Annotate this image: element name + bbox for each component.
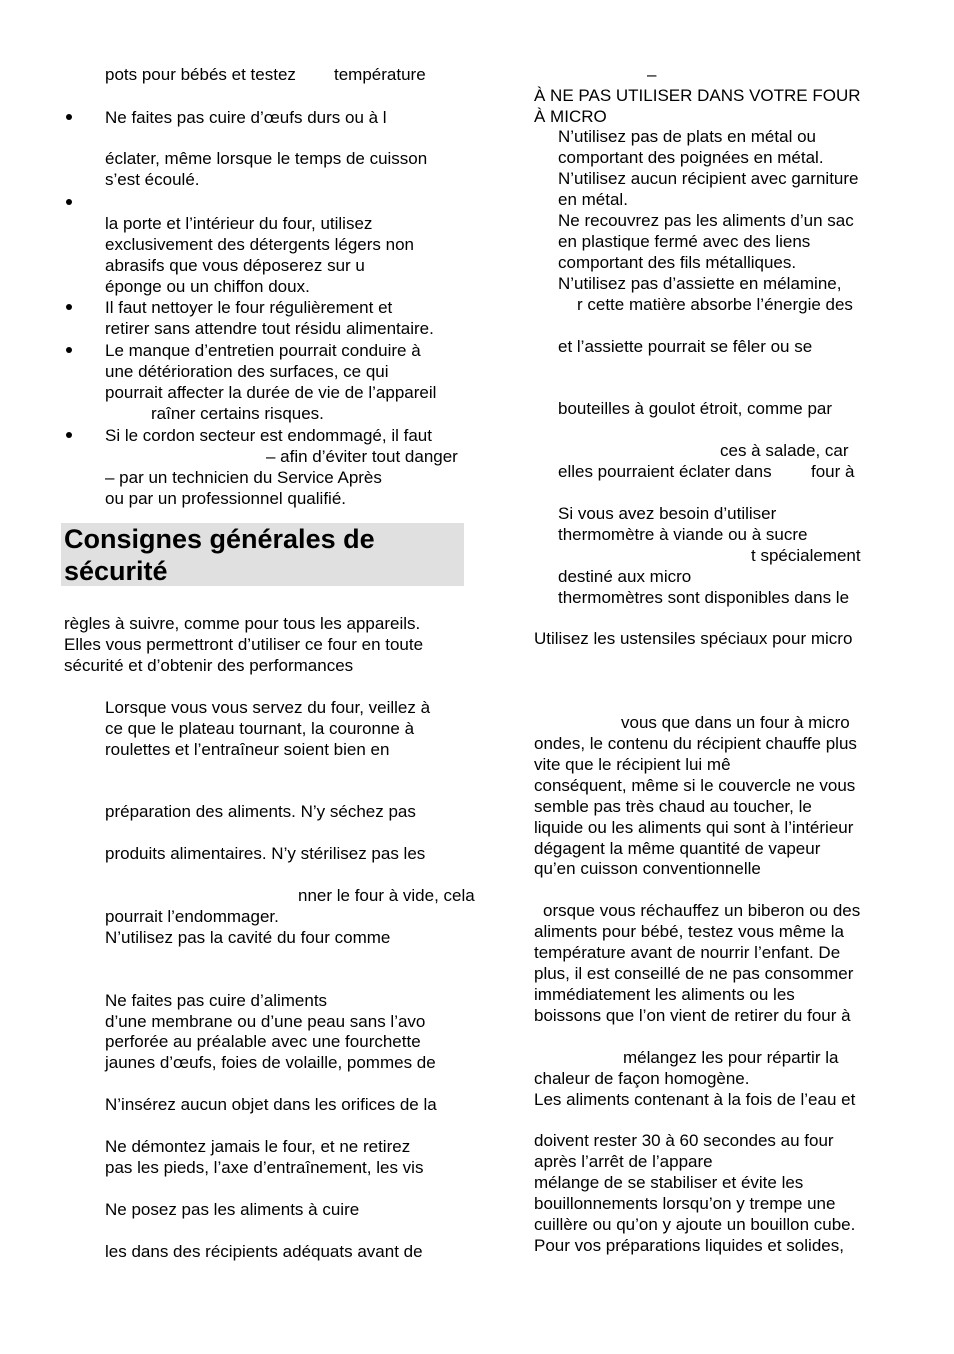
item-text: N’utilisez pas d’assiette en mélamine, <box>558 274 842 293</box>
paragraph-text: cuillère ou qu’on y ajoute un bouillon cube. <box>534 1215 856 1234</box>
paragraph-text: après l’arrêt de l’appare <box>534 1152 713 1171</box>
bullet-text: s’est écoulé. <box>105 170 200 189</box>
item-text: les dans des récipients adéquats avant de <box>105 1242 423 1261</box>
bullet-text: Ne faites pas cuire d’œufs durs ou à l <box>105 108 387 127</box>
paragraph-text: règles à suivre, comme pour tous les appareils. <box>64 614 421 633</box>
item-text: Si vous avez besoin d’utiliser <box>558 504 777 523</box>
paragraph-text: chaleur de façon homogène. <box>534 1069 750 1088</box>
item-text: elles pourraient éclater dans <box>558 462 772 481</box>
paragraph-text: semble pas très chaud au toucher, le <box>534 797 812 816</box>
item-text: ce que le plateau tournant, la couronne à <box>105 719 415 738</box>
paragraph-text: plus, il est conseillé de ne pas consommer <box>534 964 854 983</box>
section-heading: sécurité <box>64 556 168 586</box>
item-text: d’une membrane ou d’une peau sans l’avo <box>105 1012 426 1031</box>
item-text: N’utilisez pas la cavité du four comme <box>105 928 391 947</box>
bullet-text: pourrait affecter la durée de vie de l’appareil <box>105 383 437 402</box>
paragraph-text: mélange de se stabiliser et évite les <box>534 1173 804 1192</box>
item-text: N’insérez aucun objet dans les orifices de la <box>105 1095 437 1114</box>
paragraph-text: orsque vous réchauffez un biberon ou des <box>543 901 861 920</box>
bullet-text: la porte et l’intérieur du four, utilisez <box>105 214 373 233</box>
item-text: t spécialement <box>751 546 861 565</box>
bullet-marker <box>66 114 72 120</box>
paragraph-text: ondes, le contenu du récipient chauffe plus <box>534 734 857 753</box>
paragraph-text: Utilisez les ustensiles spéciaux pour micro <box>534 629 853 648</box>
bullet-text: retirer sans attendre tout résidu alimentaire. <box>105 319 434 338</box>
item-text: ces à salade, car <box>720 441 849 460</box>
dash-text: – <box>647 65 657 84</box>
bullet-marker <box>66 304 72 310</box>
item-text: Ne recouvrez pas les aliments d’un sac <box>558 211 854 230</box>
paragraph-text: conséquent, même si le couvercle ne vous <box>534 776 856 795</box>
section-title: À NE PAS UTILISER DANS VOTRE FOUR <box>534 86 861 105</box>
bullet-text: raîner certains risques. <box>151 404 324 423</box>
paragraph-text: sécurité et d’obtenir des performances <box>64 656 354 675</box>
paragraph-text: Les aliments contenant à la fois de l’eau et <box>534 1090 856 1109</box>
paragraph-text: qu’en cuisson conventionnelle <box>534 859 761 878</box>
bullet-marker <box>66 347 72 353</box>
item-text: pourrait l’endommager. <box>105 907 279 926</box>
paragraph-text: liquide ou les aliments qui sont à l’intérieur <box>534 818 854 837</box>
section-heading: Consignes générales de <box>64 524 375 554</box>
item-text: comportant des poignées en métal. <box>558 148 824 167</box>
intro-text: température <box>334 65 426 84</box>
item-text: N’utilisez pas de plats en métal ou <box>558 127 816 146</box>
paragraph-text: vous que dans un four à micro <box>621 713 850 732</box>
paragraph-text: dégagent la même quantité de vapeur <box>534 839 821 858</box>
bullet-marker <box>66 199 72 205</box>
section-title: À MICRO <box>534 107 607 126</box>
item-text: nner le four à vide, cela <box>298 886 475 905</box>
bullet-text: éponge ou un chiffon doux. <box>105 277 310 296</box>
intro-text: pots pour bébés et testez <box>105 65 296 84</box>
item-text: Ne faites pas cuire d’aliments <box>105 991 328 1010</box>
bullet-text: Le manque d’entretien pourrait conduire à <box>105 341 421 360</box>
item-text: pas les pieds, l’axe d’entraînement, les vis <box>105 1158 424 1177</box>
bullet-marker <box>66 432 72 438</box>
bullet-text: exclusivement des détergents légers non <box>105 235 415 254</box>
paragraph-text: vite que le récipient lui mê <box>534 755 731 774</box>
item-text: bouteilles à goulot étroit, comme par <box>558 399 833 418</box>
item-text: comportant des fils métalliques. <box>558 253 797 272</box>
item-text: perforée au préalable avec une fourchette <box>105 1032 421 1051</box>
bullet-text: Si le cordon secteur est endommagé, il faut <box>105 426 432 445</box>
paragraph-text: Elles vous permettront d’utiliser ce four en toute <box>64 635 424 654</box>
item-text: thermomètre à viande ou à sucre <box>558 525 808 544</box>
item-text: destiné aux micro <box>558 567 692 586</box>
item-text: en plastique fermé avec des liens <box>558 232 811 251</box>
item-text: préparation des aliments. N’y séchez pas <box>105 802 416 821</box>
item-text: Ne démontez jamais le four, et ne retirez <box>105 1137 411 1156</box>
paragraph-text: bouillonnements lorsqu’on y trempe une <box>534 1194 836 1213</box>
item-text: r cette matière absorbe l’énergie des <box>577 295 853 314</box>
paragraph-text: boissons que l’on vient de retirer du four à <box>534 1006 851 1025</box>
item-text: four à <box>811 462 855 481</box>
bullet-text: une détérioration des surfaces, ce qui <box>105 362 389 381</box>
item-text: N’utilisez aucun récipient avec garniture <box>558 169 859 188</box>
paragraph-text: immédiatement les aliments ou les <box>534 985 795 1004</box>
bullet-text: ou par un professionnel qualifié. <box>105 489 346 508</box>
item-text: roulettes et l’entraîneur soient bien en <box>105 740 390 759</box>
paragraph-text: mélangez les pour répartir la <box>623 1048 839 1067</box>
item-text: thermomètres sont disponibles dans le <box>558 588 850 607</box>
paragraph-text: Pour vos préparations liquides et solides, <box>534 1236 844 1255</box>
paragraph-text: doivent rester 30 à 60 secondes au four <box>534 1131 834 1150</box>
item-text: en métal. <box>558 190 628 209</box>
paragraph-text: aliments pour bébé, testez vous même la <box>534 922 844 941</box>
bullet-text: – par un technicien du Service Après <box>105 468 382 487</box>
bullet-text: – afin d’éviter tout danger <box>266 447 458 466</box>
bullet-text: abrasifs que vous déposerez sur u <box>105 256 365 275</box>
bullet-text: Il faut nettoyer le four régulièrement et <box>105 298 393 317</box>
paragraph-text: température avant de nourrir l’enfant. De <box>534 943 841 962</box>
item-text: Ne posez pas les aliments à cuire <box>105 1200 360 1219</box>
item-text: et l’assiette pourrait se fêler ou se <box>558 337 813 356</box>
item-text: Lorsque vous vous servez du four, veillez à <box>105 698 431 717</box>
item-text: jaunes d’œufs, foies de volaille, pommes de <box>105 1053 436 1072</box>
item-text: produits alimentaires. N’y stérilisez pas les <box>105 844 426 863</box>
bullet-text: éclater, même lorsque le temps de cuisson <box>105 149 428 168</box>
